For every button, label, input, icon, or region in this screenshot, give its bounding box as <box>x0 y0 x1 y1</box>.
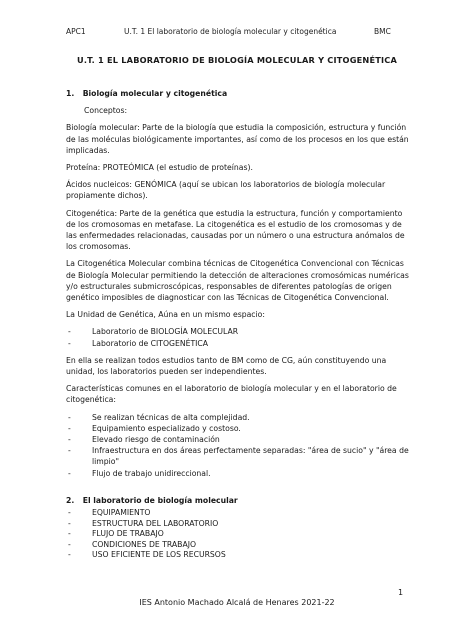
list-item: - Se realizan técnicas de alta complejidad. <box>66 412 410 423</box>
characteristics-list <box>66 412 410 479</box>
list-item: - Laboratorio de CITOGENÉTICA <box>66 338 410 349</box>
section-1-heading <box>66 88 410 99</box>
list-item: - Infraestructura en dos áreas perfectamente separadas: "área de sucio" y "área de limpio" <box>66 445 410 467</box>
paragraph-citogenetica-molecular: La Citogenética Molecular combina técnicas de Citogenética Convencional con Técnicas de Biología Molecular permitiendo la detección de alteraciones cromosómicas numéricas y/o estructurales submicroscópicas, responsables de diferentes patologías de origen genético imposibles de diagnosticar con las Técnicas de Citogenética Convencional. <box>66 259 409 303</box>
section-1-number: 1. <box>66 89 75 98</box>
list-item: - Laboratorio de BIOLOGÍA MOLECULAR <box>66 326 410 337</box>
list-item: - Equipamiento especializado y costoso. <box>66 423 410 434</box>
section-2-heading <box>66 495 410 506</box>
section-2-list <box>66 508 410 561</box>
page-footer: IES Antonio Machado Alcalá de Henares 2021-22 <box>139 598 335 607</box>
paragraph-citogenetica: Citogenética: Parte de la genética que estudia la estructura, función y comportamiento de los cromosomas en metafase. La citogenética es el estudio de los cromosomas y de las enfermedades relacionadas, causadas por un número o una estructura anómalos de los cromosomas. <box>66 208 405 252</box>
unit-list <box>66 326 410 348</box>
list-item: - USO EFICIENTE DE LOS RECURSOS <box>66 550 410 561</box>
section-2-number: 2. <box>66 495 75 505</box>
list-item: - EQUIPAMIENTO <box>66 508 410 519</box>
paragraph-caracteristicas: Características comunes en el laboratorio de biología molecular y en el laboratorio de citogenética: <box>66 384 397 405</box>
paragraph-independientes: En ella se realizan todos estudios tanto de BM como de CG, aún constituyendo una unidad, los laboratorios pueden ser independientes. <box>66 355 387 377</box>
paragraph-acidos-nucleicos: Ácidos nucleicos: GENÓMICA (aquí se ubican los laboratorios de biología molecular propiamente dichos). <box>66 180 386 201</box>
header-right: BMC <box>374 27 391 36</box>
list-item: - Elevado riesgo de contaminación <box>66 434 410 445</box>
list-item: - CONDICIONES DE TRABAJO <box>66 540 410 551</box>
paragraph-proteina: Proteína: PROTEÓMICA (el estudio de proteínas). <box>66 163 253 173</box>
header-center: U.T. 1 El laboratorio de biología molecular y citogenética <box>124 27 337 36</box>
paragraph-unidad-genetica: La Unidad de Genética, Aúna en un mismo espacio: <box>66 310 265 320</box>
section-1-title: Biología molecular y citogenética <box>82 89 228 98</box>
concepts-label: Conceptos: <box>84 106 128 116</box>
paragraph-biologia-molecular: Biología molecular: Parte de la biología que estudia la composición, estructura y función de las moléculas biológicamente importantes, así como de los procesos en los que están implicadas. <box>66 123 409 155</box>
list-item: - ESTRUCTURA DEL LABORATORIO <box>66 519 410 530</box>
document-body <box>66 88 410 567</box>
page-number: 1 <box>398 588 404 597</box>
list-item: - Flujo de trabajo unidireccional. <box>66 468 410 479</box>
section-2-title: El laboratorio de biología molecular <box>82 495 238 505</box>
document-title: U.T. 1 EL LABORATORIO DE BIOLOGÍA MOLECULAR Y CITOGENÉTICA <box>76 55 398 65</box>
header-left: APC1 <box>66 27 86 36</box>
list-item: - FLUJO DE TRABAJO <box>66 529 410 540</box>
